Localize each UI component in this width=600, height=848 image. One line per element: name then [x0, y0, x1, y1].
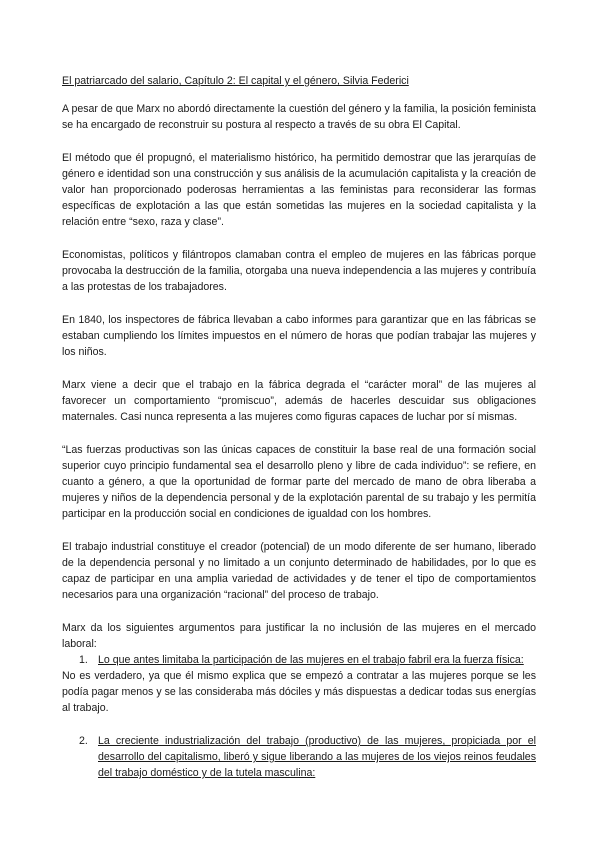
- paragraph-8: Marx da los siguientes argumentos para justificar la no inclusión de las mujeres en el mercado laboral:: [62, 622, 536, 650]
- document-title: El patriarcado del salario, Capítulo 2: El capital y el género, Silvia Federici: [62, 75, 409, 87]
- list-item: [79, 652, 536, 668]
- paragraph-6: “Las fuerzas productivas son las únicas capaces de constituir la base real de una formación social superior cuyo principio fundamental sea el desarrollo pleno y libre de cada individuo”: se refiere, en cuanto a género, a que la oportunidad de formar parte del mercado de mano de obra liberaba a mujeres y niños de la dependencia personal y de la explotación parental de su trabajo y les permitía participar en la producción social en condiciones de igualdad con los hombres.: [62, 444, 536, 520]
- list-item-text: La creciente industrialización del trabajo (productivo) de las mujeres, propiciada por el desarrollo del capitalismo, liberó y sigue liberando a las mujeres de los viejos reinos feudales del trabajo doméstico y de la tutela masculina:: [98, 735, 536, 779]
- paragraph-7: El trabajo industrial constituye el creador (potencial) de un modo diferente de ser humano, liberado de la dependencia personal y no limitado a un conjunto determinado de habilidades, por lo que es capaz de participar en una amplia variedad de actividades y de tener el tipo de comportamientos necesarios para una organización “racional” del proceso de trabajo.: [62, 541, 536, 601]
- paragraph-1: A pesar de que Marx no abordó directamente la cuestión del género y la familia, la posición feminista se ha encargado de reconstruir su postura al respecto a través de su obra El Capital.: [62, 103, 536, 131]
- list-item-text: Lo que antes limitaba la participación de las mujeres en el trabajo fabril era la fuerza física:: [98, 654, 524, 666]
- list-item: [79, 733, 536, 781]
- paragraph-3: Economistas, políticos y filántropos clamaban contra el empleo de mujeres en las fábricas porque provocaba la destrucción de la familia, otorgaba una nueva independencia a las mujeres y contribuía a las protestas de los trabajadores.: [62, 249, 536, 293]
- paragraph-2: El método que él propugnó, el materialismo histórico, ha permitido demostrar que las jerarquías de género e identidad son una construcción y sus análisis de la acumulación capitalista y la creación de valor han proporcionado poderosas herramientas a las feministas para reconsiderar las formas específicas de explotación a las que están sometidas las mujeres en la sociedad capitalista y la relación entre “sexo, raza y clase”.: [62, 152, 536, 228]
- paragraph-after-item-1: No es verdadero, ya que él mismo explica que se empezó a contratar a las mujeres porque se les podía pagar menos y se las consideraba más dóciles y más dispuestas a dedicar todas sus energías al trabajo.: [62, 670, 536, 714]
- list-item-number: 2.: [79, 735, 88, 747]
- list-item-number: 1.: [79, 654, 88, 666]
- paragraph-4: En 1840, los inspectores de fábrica llevaban a cabo informes para garantizar que en las fábricas se estaban cumpliendo los límites impuestos en el número de horas que podían trabajar las mujeres y los niños.: [62, 314, 536, 358]
- paragraph-5: Marx viene a decir que el trabajo en la fábrica degrada el “carácter moral” de las mujeres al favorecer un comportamiento “promiscuo”, además de hacerles descuidar sus obligaciones maternales. Casi nunca representa a las mujeres como figuras capaces de luchar por sí mismas.: [62, 379, 536, 423]
